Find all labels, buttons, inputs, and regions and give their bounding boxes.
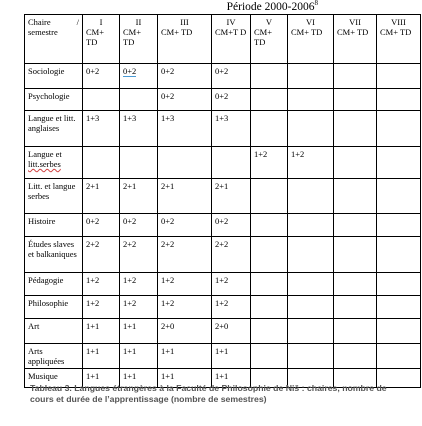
table-cell: 2+1 [83, 179, 120, 214]
table-cell: 1+3 [120, 111, 158, 147]
table-cell: 1+2 [158, 296, 212, 319]
table-cell: 1+1 [83, 319, 120, 344]
semester-numeral: III [180, 17, 189, 27]
table-cell [288, 273, 334, 296]
table-cell [288, 111, 334, 147]
table-cell: 0+2 [158, 214, 212, 237]
semester-header-5 [251, 15, 288, 64]
table-cell: 1+2 [212, 296, 251, 319]
semester-numeral: V [265, 17, 273, 27]
table-cell [377, 344, 421, 369]
row-subject: Psychologie [25, 89, 83, 111]
semester-numeral: IV [226, 17, 236, 27]
table-cell [212, 147, 251, 179]
table-cell [377, 319, 421, 344]
table-cell [377, 179, 421, 214]
table-cell: 0+2 [212, 89, 251, 111]
table-cell [334, 89, 377, 111]
table-cell [251, 273, 288, 296]
row-subject-line: Langue et [28, 149, 62, 159]
table-cell [377, 237, 421, 273]
table-cell: 1+2 [158, 273, 212, 296]
table-cell [334, 273, 377, 296]
table-cell [288, 89, 334, 111]
semester-header-2 [120, 15, 158, 64]
table-caption: Tableau 3. Langues étrangères à la Faculté de Philosophie de Niš : chaires, nombre de cours et durée de l’apprentissage (nombre de semestres) [30, 383, 387, 404]
row-subject: Histoire [25, 214, 83, 237]
table-cell: 1+1 [212, 369, 251, 388]
table-cell [334, 214, 377, 237]
semester-label: CM+ TD [254, 27, 273, 47]
table-cell [334, 319, 377, 344]
table-cell: 1+2 [83, 296, 120, 319]
semester-label: CM+ TD [380, 27, 412, 37]
table-row [25, 147, 421, 179]
table-row [25, 64, 421, 89]
corner-label-semestre: semestre [28, 27, 58, 37]
table-cell: 1+1 [158, 369, 212, 388]
table-cell [288, 214, 334, 237]
table-cell [120, 64, 158, 89]
semester-numeral: II [135, 17, 142, 27]
table-row [25, 89, 421, 111]
semester-label: CM+ TD [291, 27, 323, 37]
table-cell [251, 319, 288, 344]
table-cell: 2+1 [212, 179, 251, 214]
table-cell [377, 111, 421, 147]
table-row [25, 344, 421, 369]
row-subject: Philosophie [25, 296, 83, 319]
table-row [25, 111, 421, 147]
table-cell [334, 344, 377, 369]
row-subject [25, 147, 83, 179]
table-cell [251, 111, 288, 147]
table-cell [334, 147, 377, 179]
corner-label-chaire: Chaire [28, 17, 51, 27]
table-cell: 1+2 [212, 273, 251, 296]
table-cell [288, 344, 334, 369]
table-cell: 1+3 [83, 111, 120, 147]
table-cell: 1+1 [120, 344, 158, 369]
table-cell [334, 111, 377, 147]
table-cell [251, 344, 288, 369]
table-cell: 0+2 [83, 64, 120, 89]
table-cell [377, 147, 421, 179]
footnote-marker: 8 [314, 0, 318, 8]
table-cell [377, 89, 421, 111]
table-cell [251, 179, 288, 214]
table-cell: 0+2 [158, 89, 212, 111]
semester-label: CM+T D [215, 27, 247, 37]
table-cell: 2+2 [212, 237, 251, 273]
table-cell: 1+2 [120, 273, 158, 296]
table-cell [120, 89, 158, 111]
table-cell: 0+2 [83, 214, 120, 237]
semester-label: CM+ TD [337, 27, 369, 37]
corner-header-cell [25, 15, 83, 64]
semester-header-7 [334, 15, 377, 64]
table-cell: 2+1 [120, 179, 158, 214]
courses-table [24, 14, 421, 388]
table-cell: 1+1 [212, 344, 251, 369]
semester-numeral: VIII [391, 17, 406, 27]
table-cell: 1+2 [120, 296, 158, 319]
table-cell: 1+1 [83, 344, 120, 369]
table-cell: 2+0 [212, 319, 251, 344]
table-cell [377, 214, 421, 237]
table-cell [251, 64, 288, 89]
table-cell: 2+2 [158, 237, 212, 273]
table-cell: 2+1 [158, 179, 212, 214]
row-subject: Pédagogie [25, 273, 83, 296]
table-cell [377, 64, 421, 89]
row-subject-line: litt.serbes [28, 159, 61, 169]
table-cell: 1+1 [120, 369, 158, 388]
table-cell [251, 89, 288, 111]
row-subject: Musique [25, 369, 83, 388]
semester-numeral: VI [306, 17, 315, 27]
table-cell [288, 319, 334, 344]
semester-header-4 [212, 15, 251, 64]
header-row [25, 15, 421, 64]
table-row [25, 319, 421, 344]
table-cell [83, 89, 120, 111]
row-subject: Sociologie [25, 64, 83, 89]
table-cell [288, 179, 334, 214]
row-subject: Arts appliquées [25, 344, 83, 369]
table-cell [83, 147, 120, 179]
table-cell [334, 237, 377, 273]
table-cell [288, 296, 334, 319]
table-cell: 1+2 [83, 273, 120, 296]
table-cell [288, 237, 334, 273]
table-cell [251, 296, 288, 319]
period-title-text: Période 2000-2006 [226, 1, 315, 13]
semester-numeral: VII [349, 17, 361, 27]
table-cell: 1+1 [158, 344, 212, 369]
table-cell [288, 64, 334, 89]
table-cell [120, 147, 158, 179]
table-cell: 1+2 [288, 147, 334, 179]
table-cell [334, 64, 377, 89]
semester-header-1 [83, 15, 120, 64]
table-cell: 2+2 [120, 237, 158, 273]
table-cell: 0+2 [212, 214, 251, 237]
table-cell: 2+2 [83, 237, 120, 273]
table-cell: 0+2 [158, 64, 212, 89]
row-subject: Litt. et langue serbes [25, 179, 83, 214]
table-row [25, 273, 421, 296]
table-row [25, 179, 421, 214]
semester-label: CM+ TD [161, 27, 193, 37]
semester-numeral: I [99, 17, 103, 27]
table-cell: 1+3 [158, 111, 212, 147]
row-subject: Langue et litt. anglaises [25, 111, 83, 147]
table-cell: 1+3 [212, 111, 251, 147]
semester-label: CM+ TD [123, 27, 142, 47]
table-cell [251, 214, 288, 237]
table-cell: 0+2 [120, 214, 158, 237]
row-subject: Études slaves et balkaniques [25, 237, 83, 273]
semester-header-3 [158, 15, 212, 64]
table-cell [377, 273, 421, 296]
highlighted-value: 0+2 [123, 66, 137, 76]
table-cell: 1+1 [83, 369, 120, 388]
table-period-title [0, 1, 422, 14]
corner-slash: / [76, 17, 79, 27]
table-cell [377, 296, 421, 319]
semester-header-8 [377, 15, 421, 64]
semester-header-6 [288, 15, 334, 64]
table-cell [334, 179, 377, 214]
table-cell [158, 147, 212, 179]
semester-label: CM+ TD [86, 27, 105, 47]
table-cell: 0+2 [212, 64, 251, 89]
table-cell: 1+2 [251, 147, 288, 179]
table-row [25, 237, 421, 273]
table-cell: 2+0 [158, 319, 212, 344]
table-cell [251, 237, 288, 273]
row-subject: Art [25, 319, 83, 344]
table-cell: 1+1 [120, 319, 158, 344]
table-row [25, 296, 421, 319]
table-row [25, 214, 421, 237]
table-cell [334, 296, 377, 319]
